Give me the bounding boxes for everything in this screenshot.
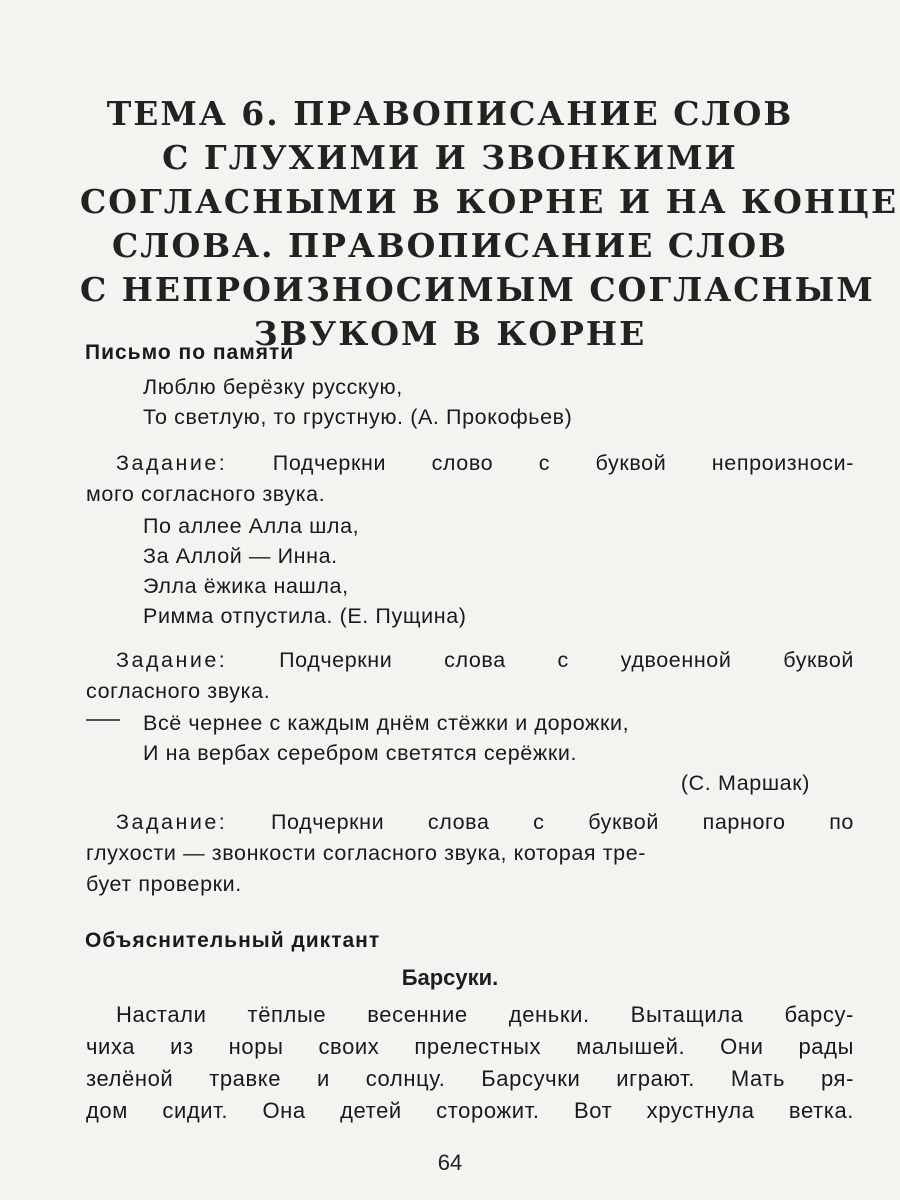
task-label: Задание: xyxy=(116,451,228,475)
task-text: бует проверки. xyxy=(86,872,242,896)
dictation-title: Барсуки. xyxy=(401,965,499,990)
poem-line: По аллее Алла шла, xyxy=(143,514,360,538)
task-text: мого согласного звука. xyxy=(86,482,326,506)
task-text: Подчеркни слова с буквой парного по xyxy=(270,810,854,834)
title-line: ЗВУКОМ В КОРНЕ xyxy=(253,314,647,353)
title-line: СОГЛАСНЫМИ В КОРНЕ И НА КОНЦЕ xyxy=(80,182,899,221)
poem-line: То светлую, то грустную. (А. Прокофьев) xyxy=(143,405,573,429)
task-text: глухости — звонкости согласного звука, которая тре- xyxy=(86,841,647,865)
task-text: Подчеркни слово с буквой непроизноси- xyxy=(272,451,855,475)
margin-mark xyxy=(86,719,120,721)
page-title xyxy=(80,92,899,356)
poem-line: За Аллой — Инна. xyxy=(143,544,338,568)
dictation-line: дом сидит. Она детей сторожит. Вот хрустнула ветка. xyxy=(86,1098,854,1123)
dictation-line: Настали тёплые весенние деньки. Вытащила барсу- xyxy=(116,1002,854,1027)
task-2 xyxy=(86,645,854,707)
section-heading-explanatory-dictation: Объяснительный диктант xyxy=(85,929,381,952)
poem-line: Люблю берёзку русскую, xyxy=(143,375,403,399)
task-3 xyxy=(86,807,854,900)
poem-line: Всё чернее с каждым днём стёжки и дорожки, xyxy=(143,711,630,735)
title-line: С ГЛУХИМИ И ЗВОНКИМИ xyxy=(162,138,738,177)
page-number: 64 xyxy=(437,1150,463,1175)
title-line: С НЕПРОИЗНОСИМЫМ СОГЛАСНЫМ xyxy=(80,270,875,309)
task-text: согласного звука. xyxy=(86,679,271,703)
poem-author: (С. Маршак) xyxy=(680,771,810,795)
task-label: Задание: xyxy=(116,810,228,834)
dictation-text xyxy=(86,999,854,1127)
task-text: Подчеркни слова с удвоенной буквой xyxy=(279,648,854,672)
poem-marshak xyxy=(143,708,629,768)
dictation-line: чиха из норы своих прелестных малышей. Они рады xyxy=(86,1034,854,1059)
title-line: ТЕМА 6. ПРАВОПИСАНИЕ СЛОВ xyxy=(106,94,794,133)
section-heading-memory-writing: Письмо по памяти xyxy=(85,341,295,364)
poem-prokofiev xyxy=(143,372,572,432)
dictation-line: зелёной травке и солнцу. Барсучки играют. Мать ря- xyxy=(86,1066,854,1091)
poem-pushchina xyxy=(143,511,467,631)
poem-line: Элла ёжика нашла, xyxy=(143,574,349,598)
task-1 xyxy=(86,448,854,510)
title-line: СЛОВА. ПРАВОПИСАНИЕ СЛОВ xyxy=(112,226,788,265)
poem-line: И на вербах серебром светятся серёжки. xyxy=(143,741,578,765)
task-label: Задание: xyxy=(116,648,228,672)
poem-line: Римма отпустила. (Е. Пущина) xyxy=(143,604,467,628)
